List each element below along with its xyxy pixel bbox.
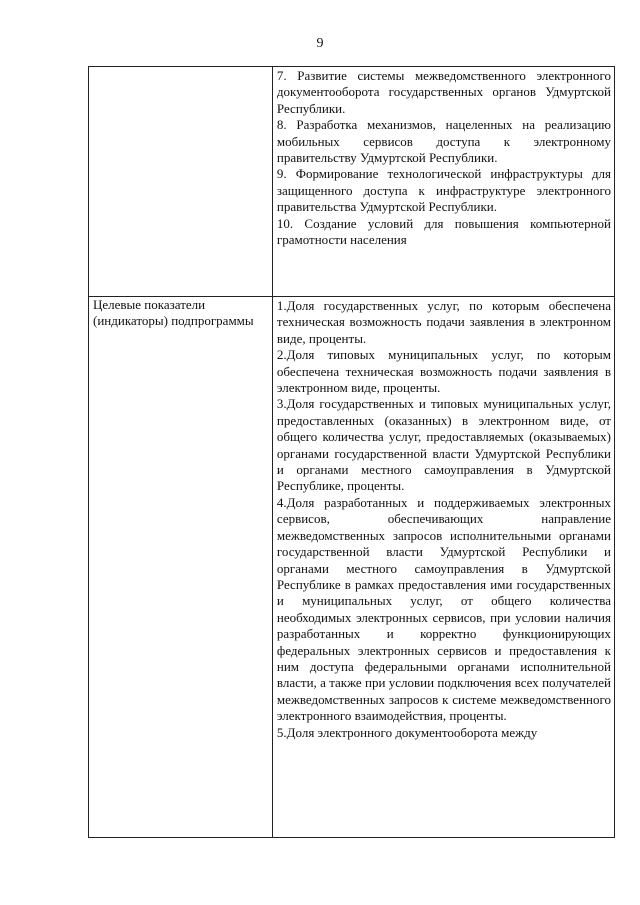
task-item-8: 8. Разработка механизмов, нацеленных на реализацию мобильных сервисов доступа к электронному правительству Удмуртской Республики. [276, 117, 611, 166]
task-item-7: 7. Развитие системы межведомственного электронного документооборота государственных органов Удмуртской Республики. [276, 68, 611, 116]
task-item-10: 10. Создание условий для повышения компьютерной грамотности населения [276, 215, 611, 248]
indicator-item-2: 2.Доля типовых муниципальных услуг, по которым обеспечена техническая возможность подачи заявления в электронном виде, проценты. [276, 347, 611, 396]
subprogram-passport-table [88, 66, 615, 838]
task-item-9: 9. Формирование технологической инфраструктуры для защищенного доступа к инфраструктуре электронного правительства Удмуртской Республики. [276, 166, 611, 215]
row-content-cell [272, 67, 614, 297]
table-row [89, 297, 615, 838]
row-label-cell [89, 67, 273, 297]
row-label-cell: Целевые показатели (индикаторы) подпрограммы [89, 297, 273, 838]
indicator-item-1: 1.Доля государственных услуг, по которым обеспечена техническая возможность подачи заявления в электронном виде, проценты. [276, 298, 611, 346]
indicator-item-5: 5.Доля электронного документооборота между [276, 724, 538, 740]
indicator-item-3: 3.Доля государственных и типовых муниципальных услуг, предоставленных (оказанных) в электронном виде, от общего количества услуг, предоставляемых (оказываемых) органами государственной власти Удмуртской Республики и органами местного самоуправления в Удмуртской Республике, проценты. [276, 396, 611, 494]
row-content-cell [272, 297, 614, 838]
indicator-item-4: 4.Доля разработанных и поддерживаемых электронных сервисов, обеспечивающих направление межведомственных запросов исполнительными органами государственной власти Удмуртской Республики и органами местного самоуправления в Удмуртской Республике в рамках предоставления ими государственных и муниципальных услуг, от общего количества необходимых электронных сервисов, при условии наличия разработанных и корректно функционирующих федеральных электронных сервисов и предоставления к ним доступа федеральными органами исполнительной власти, а также при условии подключения всех получателей межведомственных запросов к системе межведомственного электронного взаимодействия, проценты. [276, 494, 611, 724]
table-row [89, 67, 615, 297]
page-number: 9 [316, 36, 324, 51]
